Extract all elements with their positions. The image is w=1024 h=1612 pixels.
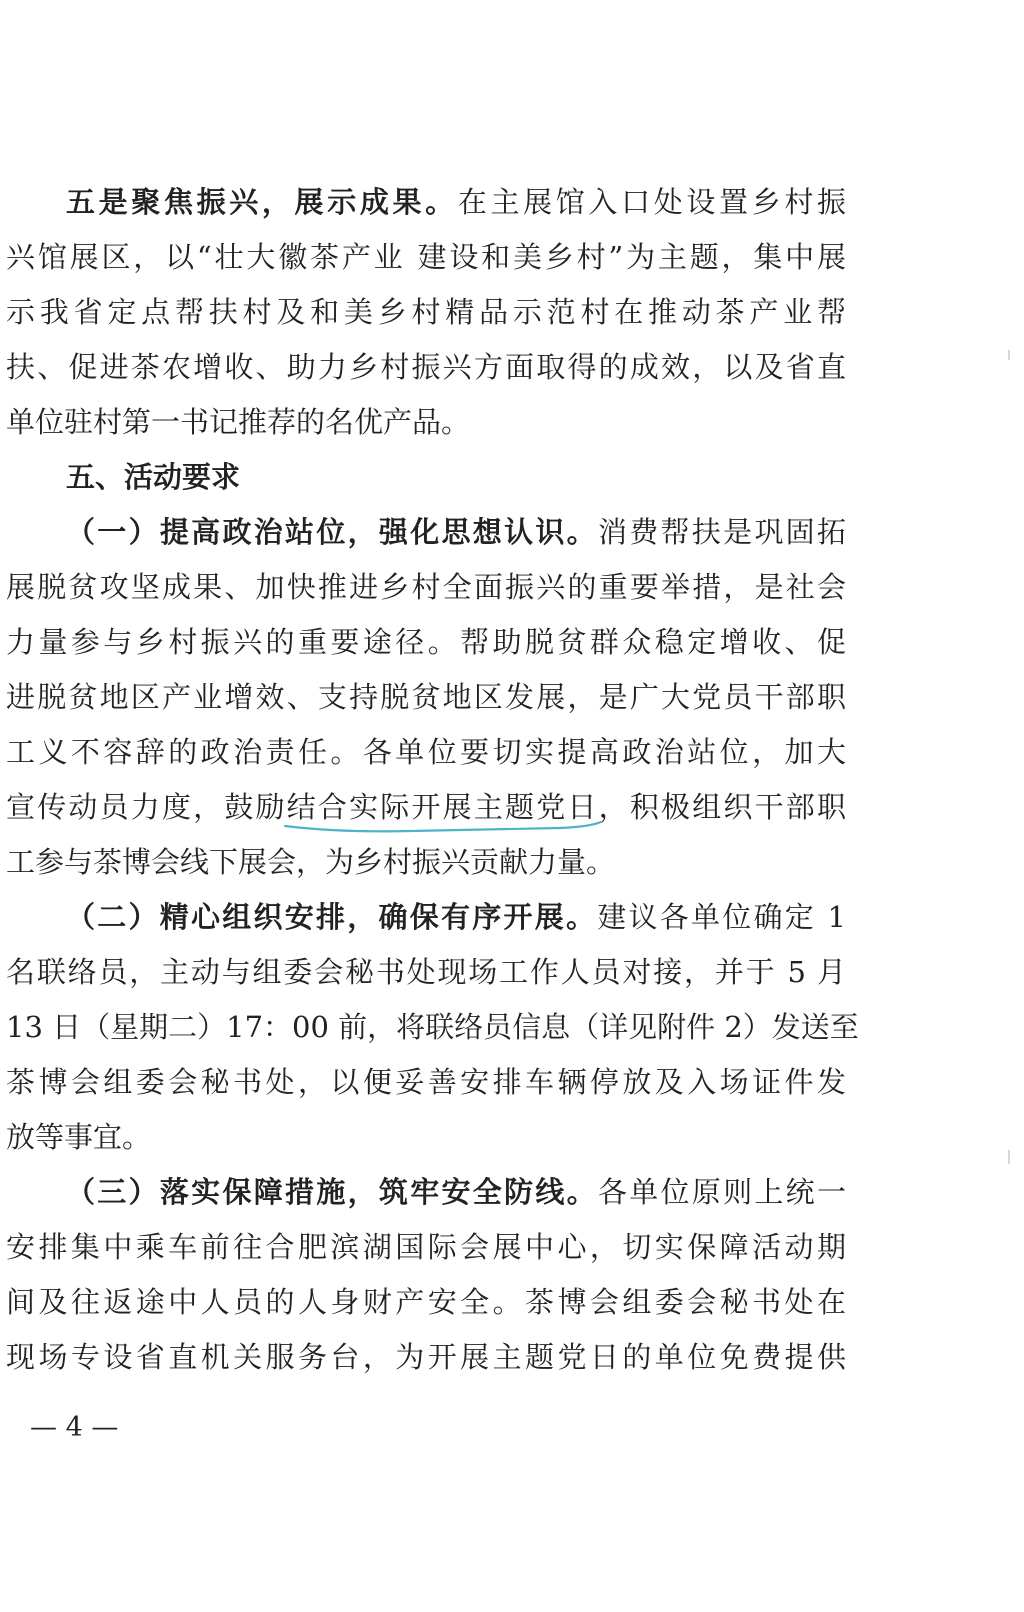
item-one-line-7: 工参与茶博会线下展会，为乡村振兴贡献力量。 [6, 845, 616, 879]
item-one-text: 消费帮扶是巩固拓 [597, 515, 846, 549]
handwritten-underline-span [287, 790, 599, 824]
item-three-line-2: 安排集中乘车前往合肥滨湖国际会展中心，切实保障活动期 [6, 1230, 846, 1264]
item-two-line-1 [66, 897, 846, 937]
item-one-line-5: 工义不容辞的政治责任。各单位要切实提高政治站位，加大 [6, 735, 846, 769]
scan-edge-mark [1008, 350, 1010, 360]
item-one-line-1 [66, 512, 846, 552]
underlined-text: 结合实际开展主题党日 [286, 790, 599, 824]
item-one-underline-before: 宣传动员力度，鼓励 [6, 790, 287, 824]
item-two-line-4: 茶博会组委会秘书处，以便妥善安排车辆停放及入场证件发 [6, 1065, 846, 1099]
item-three-line-1 [66, 1172, 846, 1212]
paragraph-five-line-3: 示我省定点帮扶村及和美乡村精品示范村在推动茶产业帮 [6, 295, 846, 329]
paragraph-five-line-4: 扶、促进茶农增收、助力乡村振兴方面取得的成效，以及省直 [6, 350, 846, 384]
item-one-lead: （一）提高政治站位，强化思想认识。 [66, 515, 598, 549]
item-three-text: 各单位原则上统一 [597, 1175, 846, 1209]
item-two-line-5: 放等事宜。 [6, 1120, 152, 1154]
item-one-line-2: 展脱贫攻坚成果、加快推进乡村全面振兴的重要举措，是社会 [6, 570, 846, 604]
item-two-text: 建议各单位确定 1 [597, 900, 846, 934]
scan-edge-mark [1008, 1150, 1010, 1164]
paragraph-five-line-1 [66, 182, 846, 222]
paragraph-five-text: 在主展馆入口处设置乡村振 [457, 185, 846, 219]
item-two-lead: （二）精心组织安排，确保有序开展。 [66, 900, 598, 934]
paragraph-five-line-2: 兴馆展区，以“壮大徽茶产业 建设和美乡村”为主题，集中展 [6, 240, 846, 274]
item-one-line-3: 力量参与乡村振兴的重要途径。帮助脱贫群众稳定增收、促 [6, 625, 846, 659]
handwritten-underline-mark [283, 820, 603, 834]
item-one-underline-after: ，积极组织干部职 [598, 790, 846, 824]
item-three-line-3: 间及往返途中人员的人身财产安全。茶博会组委会秘书处在 [6, 1285, 846, 1319]
paragraph-five-lead: 五是聚焦振兴，展示成果。 [66, 185, 458, 219]
item-three-lead: （三）落实保障措施，筑牢安全防线。 [66, 1175, 598, 1209]
item-one-line-6 [6, 787, 846, 827]
paragraph-five-line-5: 单位驻村第一书记推荐的名优产品。 [6, 405, 471, 439]
item-one-line-4: 进脱贫地区产业增效、支持脱贫地区发展，是广大党员干部职 [6, 680, 846, 714]
item-two-line-2: 名联络员，主动与组委会秘书处现场工作人员对接，并于 5 月 [6, 955, 846, 989]
section-heading: 五、活动要求 [66, 460, 241, 494]
item-two-line-3: 13 日（星期二）17：00 前，将联络员信息（详见附件 2）发送至 [6, 1010, 859, 1044]
item-three-line-4: 现场专设省直机关服务台，为开展主题党日的单位免费提供 [6, 1340, 846, 1374]
page-number: — 4 — [30, 1412, 119, 1443]
